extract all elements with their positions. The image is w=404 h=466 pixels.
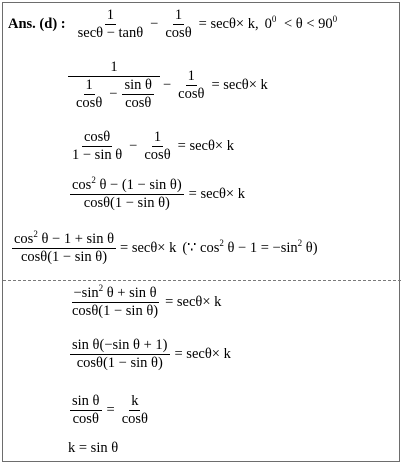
rhs: = secθ× k, [198, 16, 259, 33]
denominator: cosθ [125, 95, 152, 112]
square-sup: 2 [297, 238, 303, 249]
numerator-rest: θ + sin θ [103, 285, 157, 301]
numerator: 1 [173, 8, 184, 25]
denominator: cosθ [165, 25, 192, 42]
square-sup: 2 [98, 283, 104, 294]
domain-condition [265, 16, 338, 33]
fraction [12, 229, 116, 266]
fraction-2 [142, 130, 172, 163]
minus-sign: − [129, 138, 138, 155]
zero: 0 [264, 16, 272, 33]
numerator-rest: θ − (1 − sin θ) [95, 177, 182, 193]
rhs: = secθ× k [188, 186, 245, 203]
numerator: 1 [68, 60, 160, 77]
denominator: cosθ(1 − sin θ) [83, 195, 170, 212]
denominator: 1 − sin θ [72, 147, 123, 164]
denominator: cosθ [178, 86, 205, 103]
numerator [70, 175, 184, 195]
answer-label: Ans. (d) : [8, 16, 66, 33]
note-part: θ) [302, 240, 318, 257]
square-sup: 2 [33, 229, 38, 240]
step-7 [68, 338, 231, 371]
numerator-rest: θ − 1 + sin θ [37, 231, 115, 247]
note-part: (∵ cos [182, 240, 220, 257]
denominator: cosθ(1 − sin θ) [20, 249, 108, 266]
step-1 [8, 8, 337, 41]
fraction [176, 69, 206, 102]
numerator: sin θ(−sin θ + 1) [70, 338, 170, 355]
identity-note [182, 240, 317, 257]
degree-sup: 0 [271, 14, 277, 25]
fraction-2 [120, 394, 150, 427]
numerator [72, 283, 159, 303]
minus-sign: − [109, 86, 118, 103]
denominator [70, 77, 158, 111]
square-sup: 2 [219, 238, 224, 249]
step-9 [68, 440, 118, 457]
cos-text: cos [14, 231, 34, 247]
numerator: 1 [105, 8, 116, 25]
step-2 [68, 60, 268, 112]
lt-text: < θ < 90 [283, 16, 333, 33]
step-8 [68, 394, 152, 427]
step-4 [68, 175, 245, 212]
sin-text: −sin [73, 285, 99, 301]
numerator: 1 [84, 78, 95, 95]
square-sup: 2 [91, 175, 96, 186]
numerator [12, 229, 116, 249]
step-5 [10, 229, 318, 266]
compound-fraction [70, 60, 158, 112]
denominator: cosθ(1 − sin θ) [76, 355, 163, 372]
numerator: cosθ [82, 130, 112, 147]
note-part: θ − 1 = −sin [223, 240, 298, 257]
cos-text: cos [72, 177, 92, 193]
minus-sign: − [162, 77, 172, 94]
fraction-1 [70, 394, 102, 427]
fraction-2 [163, 8, 193, 41]
numerator: 1 [186, 69, 197, 86]
inner-fraction-2 [122, 78, 154, 111]
section-divider [3, 280, 401, 281]
fraction [70, 175, 184, 212]
step-6 [68, 283, 222, 320]
rhs: = secθ× k [120, 240, 177, 257]
denominator: secθ − tanθ [77, 25, 144, 42]
inner-fraction-1 [74, 78, 104, 111]
denominator: cosθ [144, 147, 171, 164]
fraction [70, 283, 160, 320]
rhs: = secθ× k [211, 77, 268, 94]
minus-sign: − [150, 16, 159, 33]
numerator: sin θ [70, 394, 102, 411]
degree-sup: 0 [332, 14, 338, 25]
denominator: cosθ [121, 411, 148, 428]
denominator: cosθ [72, 411, 99, 428]
numerator: sin θ [122, 78, 154, 95]
numerator: 1 [152, 130, 163, 147]
fraction-1 [70, 130, 124, 163]
denominator: cosθ [76, 95, 103, 112]
final-result: k = sin θ [68, 440, 119, 456]
step-3 [68, 130, 234, 163]
rhs: = secθ× k [174, 346, 231, 363]
numerator: k [129, 394, 140, 411]
fraction [70, 338, 170, 371]
rhs: = secθ× k [177, 138, 234, 155]
fraction-1 [76, 8, 146, 41]
denominator: cosθ(1 − sin θ) [72, 303, 159, 320]
rhs: = secθ× k [165, 294, 222, 311]
equals-sign: = [106, 402, 115, 419]
